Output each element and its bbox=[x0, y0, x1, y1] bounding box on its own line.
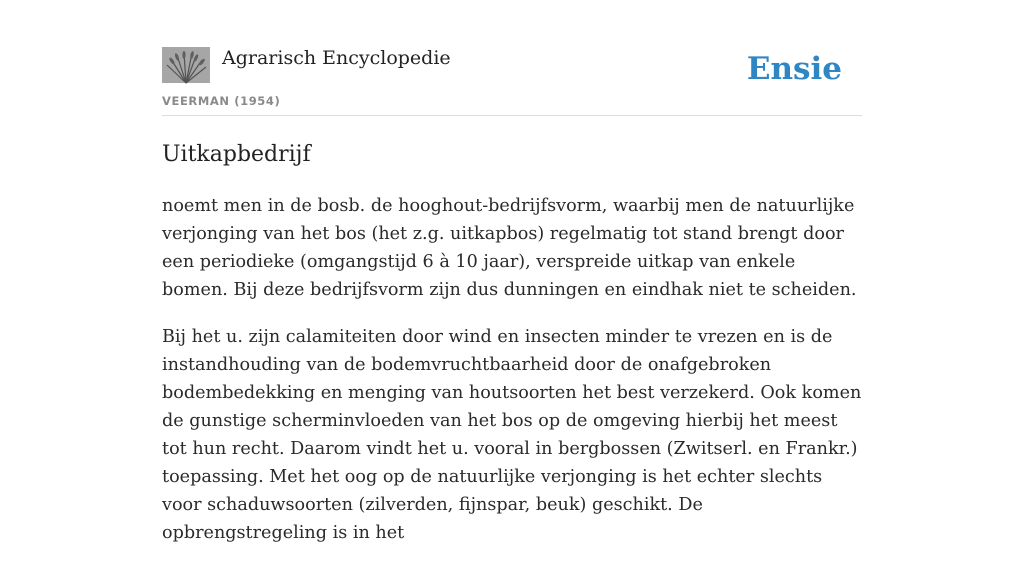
page bbox=[162, 0, 862, 543]
entry-paragraph: Bij het u. zijn calamiteiten door wind en insecten minder te vrezen en is de instandhouding van de bodemvruchtbaarheid door de onafgebroken bodembedekking en menging van houtsoorten het best verzekerd. Ook komen de gunstige scherminvloeden van het bos op de omgeving hierbij het meest tot hun recht. Daarom vindt het u. vooral in bergbossen (Zwitserl. en Frankr.) toepassing. Met het oog op de natuurlijke verjonging is het echter slechts voor schaduwsoorten (zilverden, fijnspar, beuk) geschikt. De opbrengstregeling is in het bbox=[162, 327, 862, 543]
book-title[interactable]: Agrarisch Encyclopedie bbox=[222, 47, 451, 69]
entry-paragraph: noemt men in de bosb. de hooghout-bedrijfsvorm, waarbij men de natuurlijke verjonging van het bos (het z.g. uitkapbos) regelmatig tot stand brengt door een periodieke (omgangstijd 6 à 10 jaar), verspreide uitkap van enkele bomen. Bij deze bedrijfsvorm zijn dus dunningen en eindhak niet te scheiden. bbox=[162, 196, 857, 300]
header bbox=[162, 0, 862, 116]
entry-body bbox=[162, 192, 862, 566]
wheat-illustration-icon bbox=[162, 47, 210, 83]
book-thumbnail[interactable] bbox=[162, 47, 210, 83]
author-year: VEERMAN (1954) bbox=[162, 94, 281, 108]
brand-logo[interactable]: Ensie bbox=[746, 51, 842, 87]
entry-title: Uitkapbedrijf bbox=[162, 142, 311, 167]
